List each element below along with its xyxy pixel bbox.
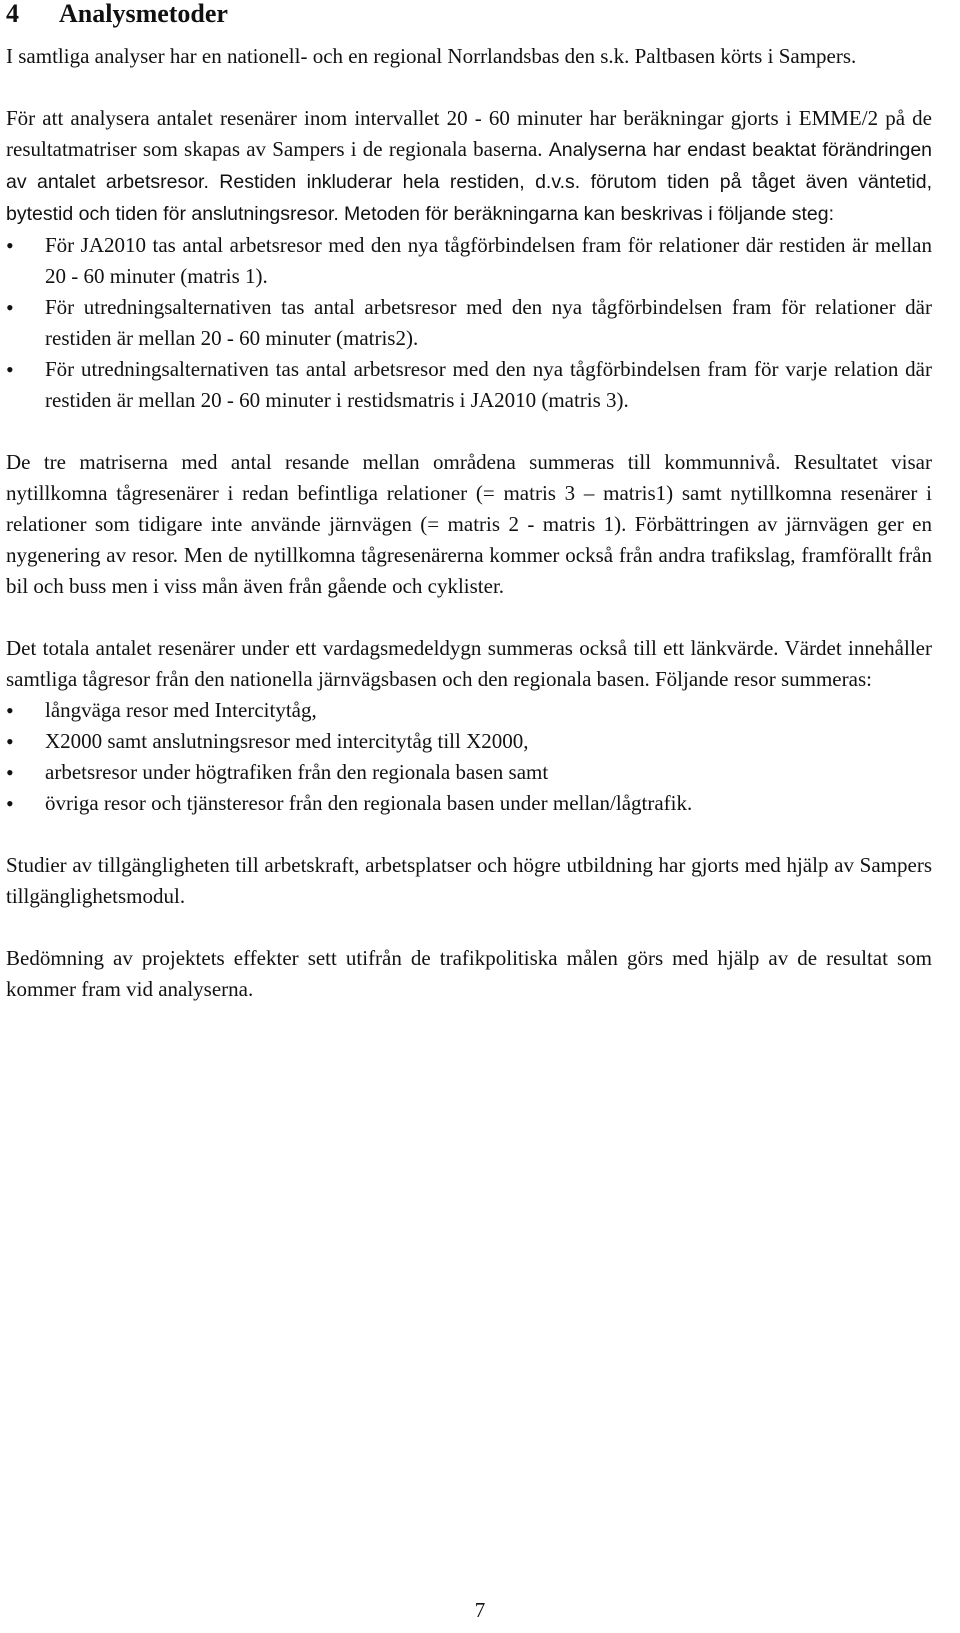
list-item: • långväga resor med Intercitytåg, [6,695,932,726]
method-paragraph [6,103,932,230]
section-heading [6,0,932,28]
list-item: • För JA2010 tas antal arbetsresor med den nya tågförbindelsen fram för relationer där restiden är mellan 20 - 60 minuter (matris 1). [6,230,932,292]
method-text-sans: Analyserna har endast beaktat förändringen av antalet arbetsresor. Restiden inkluderar hela restiden, d.v.s. förutom tiden på tåget även väntetid, bytestid och tiden för anslutningsresor. [6,139,933,225]
assessment-paragraph: Bedömning av projektets effekter sett utifrån de trafikpolitiska målen görs med hjälp av de resultat som kommer fram vid analyserna. [6,946,932,1001]
steps-list [6,230,932,416]
list-item: • X2000 samt anslutningsresor med intercitytåg till X2000, [6,726,932,757]
method-text-serif: För att analysera antalet resenärer inom intervallet 20 - 60 minuter har beräkningar gjorts i EMME/2 på de resultatmatriser som skapas av Sampers i de regionala baserna. [6,106,932,161]
list-item: • För utredningsalternativen tas antal arbetsresor med den nya tågförbindelsen fram för varje relation där restiden är mellan 20 - 60 minuter i restidsmatris i JA2010 (matris 3). [6,354,932,416]
total-paragraph: Det totala antalet resenärer under ett vardagsmedeldygn summeras också till ett länkvärde. Värdet innehåller samtliga tågresor från den nationella järnvägsbasen och den regionala basen. Följande resor summeras: [6,636,932,691]
accessibility-paragraph: Studier av tillgängligheten till arbetskraft, arbetsplatser och högre utbildning har gjorts med hjälp av Sampers tillgänglighetsmodul. [6,853,932,908]
summary-paragraph: De tre matriserna med antal resande mellan områdena summeras till kommunnivå. Resultatet visar nytillkomna tågresenärer i redan befintliga relationer (= matris 3 – matris1) samt nytillkomna resenärer i relationer som tidigare inte använde järnvägen (= matris 2 - matris 1). Förbättringen av järnvägen ger en nygenering av resor. Men de nytillkomna tågresenärerna kommer också från andra trafikslag, framförallt från bil och buss men i viss mån även från gående och cyklister. [6,450,932,598]
list-item: • arbetsresor under högtrafiken från den regionala basen samt [6,757,932,788]
method-steps-intro: Metoden för beräkningarna kan beskrivas i följande steg: [344,203,834,225]
section-number: 4 [6,0,19,28]
trip-types-list [6,695,932,819]
page-content [6,0,932,1005]
list-item: • övriga resor och tjänsteresor från den regionala basen under mellan/lågtrafik. [6,788,932,819]
intro-paragraph: I samtliga analyser har en nationell- och en regional Norrlandsbas den s.k. Paltbasen körts i Sampers. [6,44,857,68]
section-title: Analysmetoder [59,0,228,28]
list-item: • För utredningsalternativen tas antal arbetsresor med den nya tågförbindelsen fram för relationer där restiden är mellan 20 - 60 minuter (matris2). [6,292,932,354]
page-number: 7 [474,1598,486,1622]
